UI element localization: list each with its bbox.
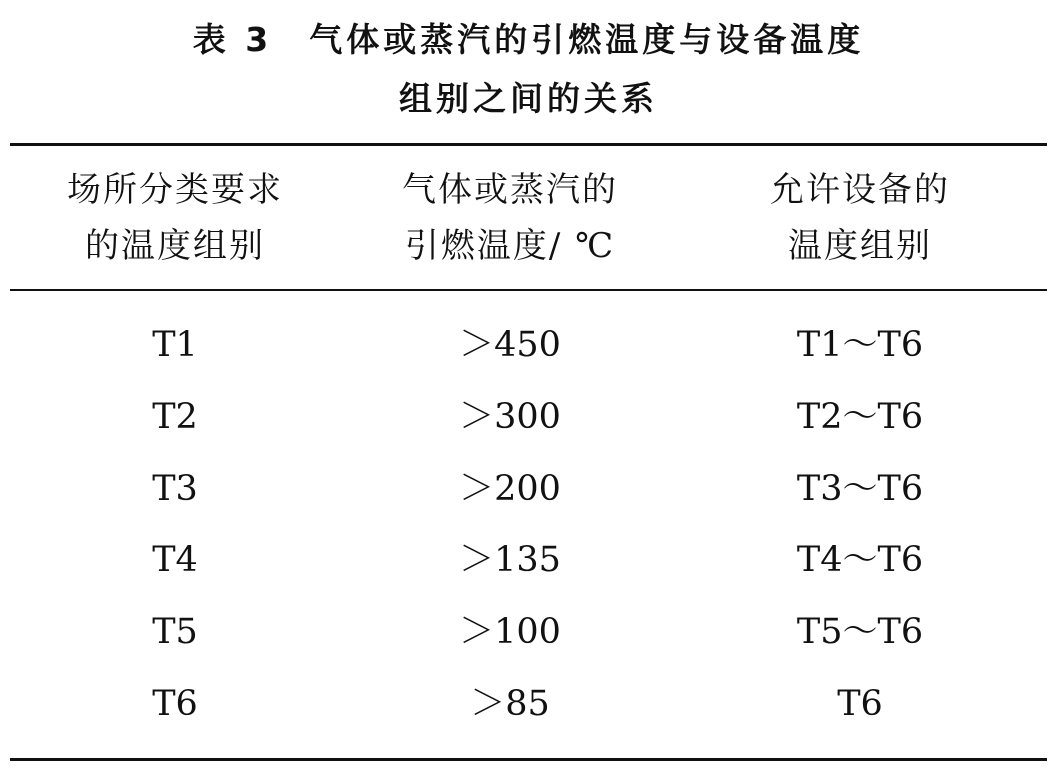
table-cell: T4 (152, 540, 198, 580)
table-header-rule (10, 289, 1047, 291)
table-row (0, 530, 1057, 590)
table-row (0, 602, 1057, 662)
header-line: 气体或蒸汽的 (402, 170, 618, 210)
table-cell: T5～T6 (796, 612, 924, 652)
table-bottom-rule (10, 758, 1047, 761)
table-cell: T2～T6 (796, 397, 924, 437)
table-cell: ＞200 (459, 469, 561, 509)
table-cell: T3～T6 (796, 469, 924, 509)
table-cell: T5 (152, 612, 198, 652)
table-cell: T2 (152, 397, 198, 437)
table-top-rule (10, 143, 1047, 146)
table-cell: T3 (152, 469, 198, 509)
table-cell: ＞300 (459, 397, 561, 437)
table-cell: T6 (152, 684, 198, 724)
header-temperature-class-required (20, 162, 330, 274)
table-row (0, 387, 1057, 447)
table-row (0, 674, 1057, 734)
table-cell: T4～T6 (796, 540, 924, 580)
header-line: 的温度组别 (85, 226, 265, 266)
table-row (0, 459, 1057, 519)
header-line: 允许设备的 (770, 170, 950, 210)
table-caption-line-1: 表 3 气体或蒸汽的引燃温度与设备温度 (192, 20, 865, 59)
header-line: 引燃温度/ ℃ (404, 226, 616, 266)
table-row (0, 315, 1057, 375)
header-ignition-temperature (355, 162, 665, 274)
table-cell: T6 (837, 684, 883, 724)
table-cell: T1～T6 (796, 325, 924, 365)
header-line: 场所分类要求 (67, 170, 283, 210)
table-cell: T1 (152, 325, 198, 365)
header-line: 温度组别 (788, 226, 932, 266)
table-cell: ＞450 (459, 325, 561, 365)
table-caption-line-2: 组别之间的关系 (399, 79, 658, 118)
table-cell: ＞85 (470, 684, 550, 724)
table-cell: ＞100 (459, 612, 561, 652)
header-allowed-equipment-class (705, 162, 1015, 274)
table-cell: ＞135 (459, 540, 561, 580)
